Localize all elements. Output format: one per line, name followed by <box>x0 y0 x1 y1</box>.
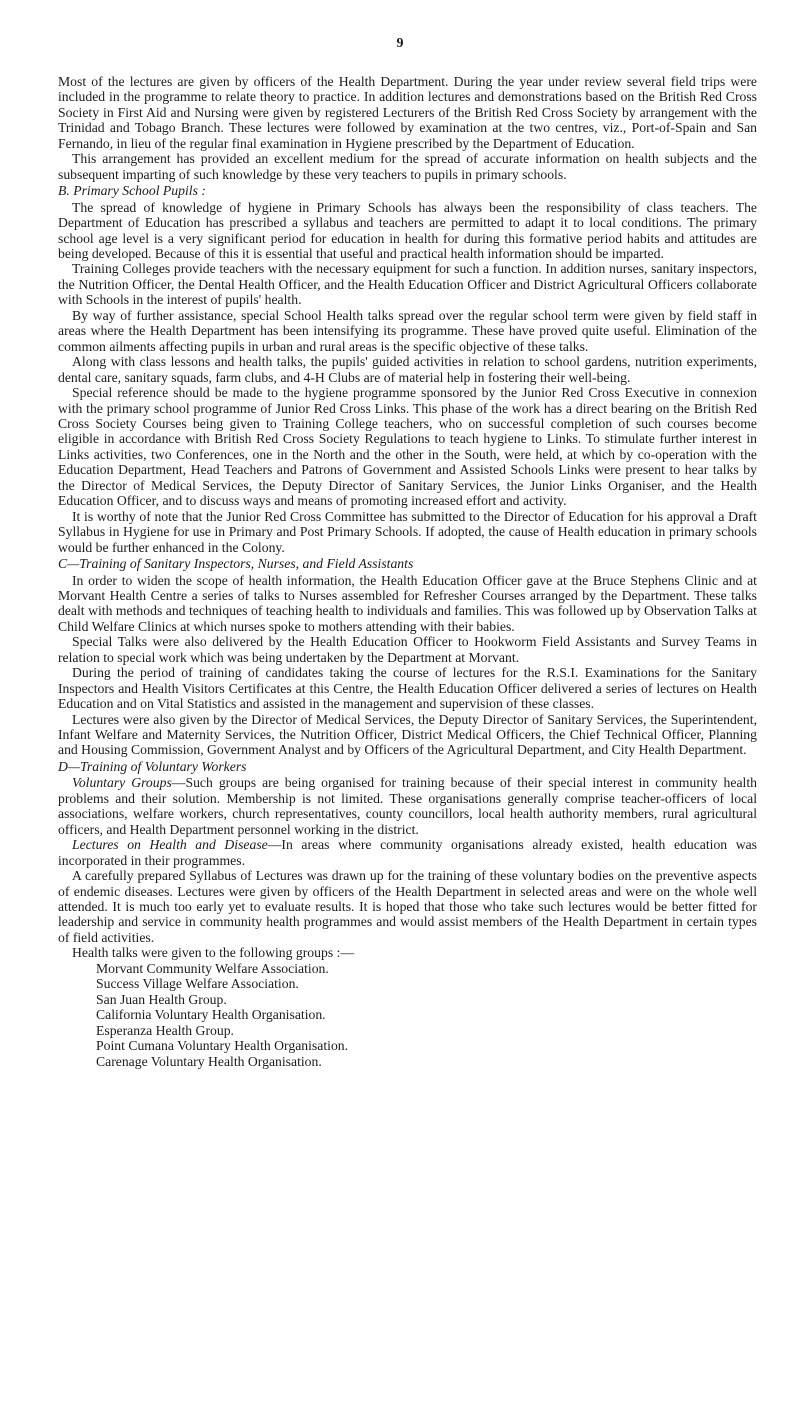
page-number: 9 <box>396 36 404 51</box>
paragraph: Health talks were given to the following groups :— <box>72 945 355 961</box>
voluntary-groups-text: —Such groups are being organised for training because of their special interest in community health problems and their solution. Membership is not limited. These organisations generally comprise teacher-officers of local associations, welfare workers, church representatives, county councillors, local health authority members, rural agricultural officers, and Health Department personnel working in the district. <box>58 775 757 837</box>
paragraph: Most of the lectures are given by officers of the Health Department. During the year under review several field trips were included in the programme to relate theory to practice. In addition lectures and demonstrations based on the British Red Cross Society in First Aid and Nursing were given by registered Lecturers of the British Red Cross Society by arrangement with the Trinidad and Tobago Branch. These lectures were followed by examination at the two centres, viz., Port-of-Spain and San Fernando, in lieu of the regular final examination in Hygiene prescribed by the Department of Education. <box>58 74 757 151</box>
groups-list <box>58 961 757 1069</box>
paragraph: It is worthy of note that the Junior Red Cross Committee has submitted to the Director of Education for his approval a Draft Syllabus in Hygiene for use in Primary and Post Primary Schools. If adopted, the cause of Health education in primary schools would be further enhanced in the Colony. <box>58 508 757 555</box>
list-item: San Juan Health Group. <box>96 991 227 1007</box>
section-heading-d: D—Training of Voluntary Workers <box>58 758 247 774</box>
paragraph: During the period of training of candidates taking the course of lectures for the R.S.I. Examinations for the Sanitary Inspectors and Health Visitors Certificates at this Centre, the Health Education Officer delivered a series of lectures on Health Education and on Vital Statistics and assisted in the management and supervision of these classes. <box>58 665 757 712</box>
paragraph: This arrangement has provided an excellent medium for the spread of accurate information on health subjects and the subsequent imparting of such knowledge by these very teachers to pupils in primary schools. <box>58 151 757 182</box>
paragraph: Special Talks were also delivered by the Health Education Officer to Hookworm Field Assistants and Survey Teams in relation to special work which was being undertaken by the Department at Morvant. <box>58 634 757 665</box>
list-item: Point Cumana Voluntary Health Organisation. <box>96 1038 349 1054</box>
paragraph: Special reference should be made to the hygiene programme sponsored by the Junior Red Cross Executive in connexion with the primary school programme of Junior Red Cross Links. This phase of the work has a direct bearing on the British Red Cross Society Courses being given to Training College teachers, who on successful completion of such courses become eligible in accordance with British Red Cross Society Regulations to teach hygiene to Links. To stimulate further interest in Links activities, two Conferences, one in the North and the other in the South, were held, at which by co-operation with the Education Department, Head Teachers and Patrons of Government and Assisted Schools Links were present to hear talks by the Director of Medical Services, the Deputy Director of Sanitary Services, the Junior Links Organiser, and the Health Education Officer, and to discuss ways and means of promoting increased effort and activity. <box>58 385 757 509</box>
paragraph: Training Colleges provide teachers with the necessary equipment for such a function. In addition nurses, sanitary inspectors, the Nutrition Officer, the Dental Health Officer, and the Health Education Officer and District Agricultural Officers collaborate with Schools in the interest of pupils' health. <box>58 261 757 308</box>
paragraph: By way of further assistance, special School Health talks spread over the regular school term were given by field staff in areas where the Health Department has been intensifying its programme. These have proved quite useful. Elimination of the common ailments affecting pupils in urban and rural areas is the specific objective of these talks. <box>58 307 757 354</box>
document-body <box>58 74 757 1069</box>
paragraph-voluntary-groups <box>58 775 757 837</box>
lectures-lead: Lectures on Health and Disease <box>72 837 268 853</box>
list-item: Carenage Voluntary Health Organisation. <box>96 1053 322 1069</box>
list-item: Morvant Community Welfare Association. <box>96 960 329 976</box>
paragraph: In order to widen the scope of health information, the Health Education Officer gave at the Bruce Stephens Clinic and at Morvant Health Centre a series of talks to Nurses assembled for Refresher Courses arranged by the Department. These talks dealt with methods and techniques of teaching health to individuals and families. This was followed up by Observation Talks at Child Welfare Clinics at which nurses spoke to mothers attending with their babies. <box>58 572 757 634</box>
list-item: California Voluntary Health Organisation. <box>96 1007 326 1023</box>
voluntary-groups-lead: Voluntary Groups <box>72 775 172 791</box>
list-item: Esperanza Health Group. <box>96 1022 234 1038</box>
paragraph-lectures <box>58 837 757 868</box>
paragraph: The spread of knowledge of hygiene in Primary Schools has always been the responsibility of class teachers. The Department of Education has prescribed a syllabus and teachers are permitted to adapt it to local conditions. The primary school age level is a very significant period for education in health for during this formative period habits and attitudes are being developed. Because of this it is essential that useful and practical health information should be imparted. <box>58 199 757 261</box>
paragraph: Along with class lessons and health talks, the pupils' guided activities in relation to school gardens, nutrition experiments, dental care, sanitary squads, farm clubs, and 4-H Clubs are of material help in fostering their well-being. <box>58 354 757 385</box>
paragraph: A carefully prepared Syllabus of Lectures was drawn up for the training of these voluntary bodies on the preventive aspects of endemic diseases. Lectures were given by officers of the Health Department in selected areas and were on the whole well attended. It is much too early yet to evaluate results. It is hoped that those who take such lectures would be better fitted for leadership and service in community health programmes and would assist members of the Health Department in certain types of field activities. <box>58 868 757 945</box>
lectures-text: —In areas where community organisations already existed, health education was incorporated in their programmes. <box>58 837 758 868</box>
list-item: Success Village Welfare Association. <box>96 976 299 992</box>
section-heading-c: C—Training of Sanitary Inspectors, Nurses, and Field Assistants <box>58 556 414 572</box>
paragraph: Lectures were also given by the Director of Medical Services, the Deputy Director of Sanitary Services, the Superintendent, Infant Welfare and Maternity Services, the Nutrition Officer, District Medical Officers, the Chief Technical Officer, Planning and Housing Commission, Government Analyst and by Officers of the Agricultural Department, and City Health Department. <box>58 711 757 758</box>
section-heading-b: B. Primary School Pupils : <box>58 183 206 199</box>
